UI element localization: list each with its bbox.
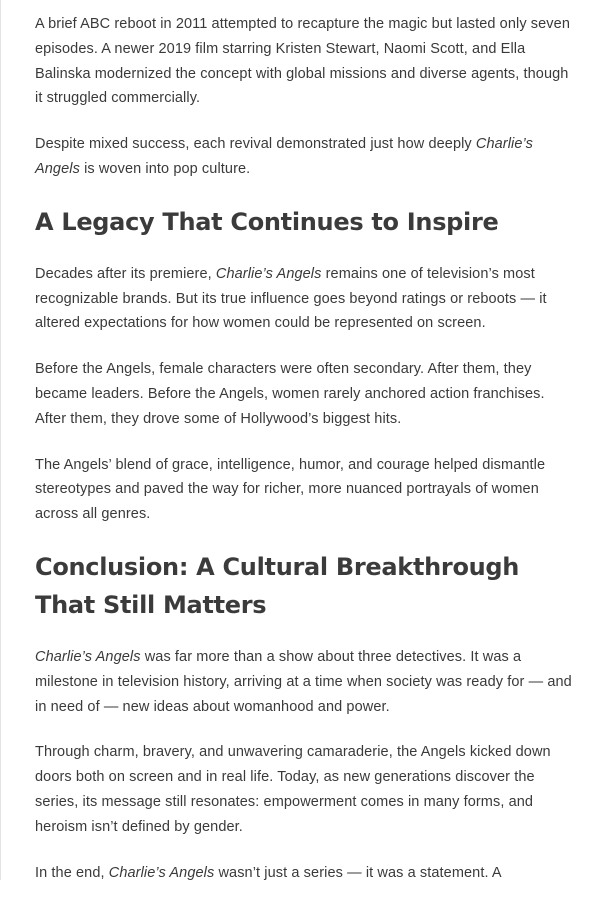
show-title: Charlie’s Angels (35, 136, 533, 177)
heading-conclusion: Conclusion: A Cultural Breakthrough That Still Matters (35, 552, 520, 619)
paragraph-charm: Through charm, bravery, and unwavering camaraderie, the Angels kicked down doors both on screen and in real life. Today, as new generations discover the series, its message still resonates: empowerment comes in many forms, and heroism isn’t defined by gender. (35, 744, 551, 835)
paragraph-blend: The Angels’ blend of grace, intelligence, humor, and courage helped dismantle stereotypes and paved the way for richer, more nuanced portrayals of women across all genres. (35, 456, 546, 523)
paragraph-text: was far more than a show about three detectives. It was a milestone in television history, arriving at a time when society was ready for — and in need of — new ideas about womanhood and power. (35, 648, 572, 715)
paragraph-text: Decades after its premiere, (35, 265, 216, 282)
paragraph-text: wasn’t just a series — it was a statement. A (214, 864, 502, 881)
article-body (35, 12, 575, 906)
paragraph-text: remains one of television’s most recognizable brands. But its true influence goes beyond ratings or reboots — it altered expectations for how women could be represented on screen. (35, 265, 547, 332)
paragraph-milestone (35, 645, 575, 719)
paragraph-before-angels: Before the Angels, female characters were often secondary. After them, they became leaders. Before the Angels, women rarely anchored action franchises. After them, they drove some of Hollywood’s biggest hits. (35, 361, 545, 427)
heading-legacy: A Legacy That Continues to Inspire (35, 207, 499, 236)
paragraph-statement (35, 861, 575, 886)
paragraph-text: In the end, (35, 864, 109, 881)
show-title: Charlie’s Angels (108, 864, 215, 881)
paragraph-text: is woven into pop culture. (79, 160, 251, 177)
show-title: Charlie’s Angels (35, 648, 141, 665)
page-left-border (0, 0, 1, 880)
show-title: Charlie’s Angels (215, 265, 322, 282)
paragraph-text: Despite mixed success, each revival demonstrated just how deeply (35, 136, 476, 153)
paragraph-decades (35, 262, 575, 336)
paragraph-reboot: A brief ABC reboot in 2011 attempted to recapture the magic but lasted only seven episodes. A newer 2019 film starring Kristen Stewart, Naomi Scott, and Ella Balinska modernized the concept with global missions and diverse agents, though it struggled commercially. (35, 16, 570, 107)
paragraph-revival (35, 132, 575, 182)
